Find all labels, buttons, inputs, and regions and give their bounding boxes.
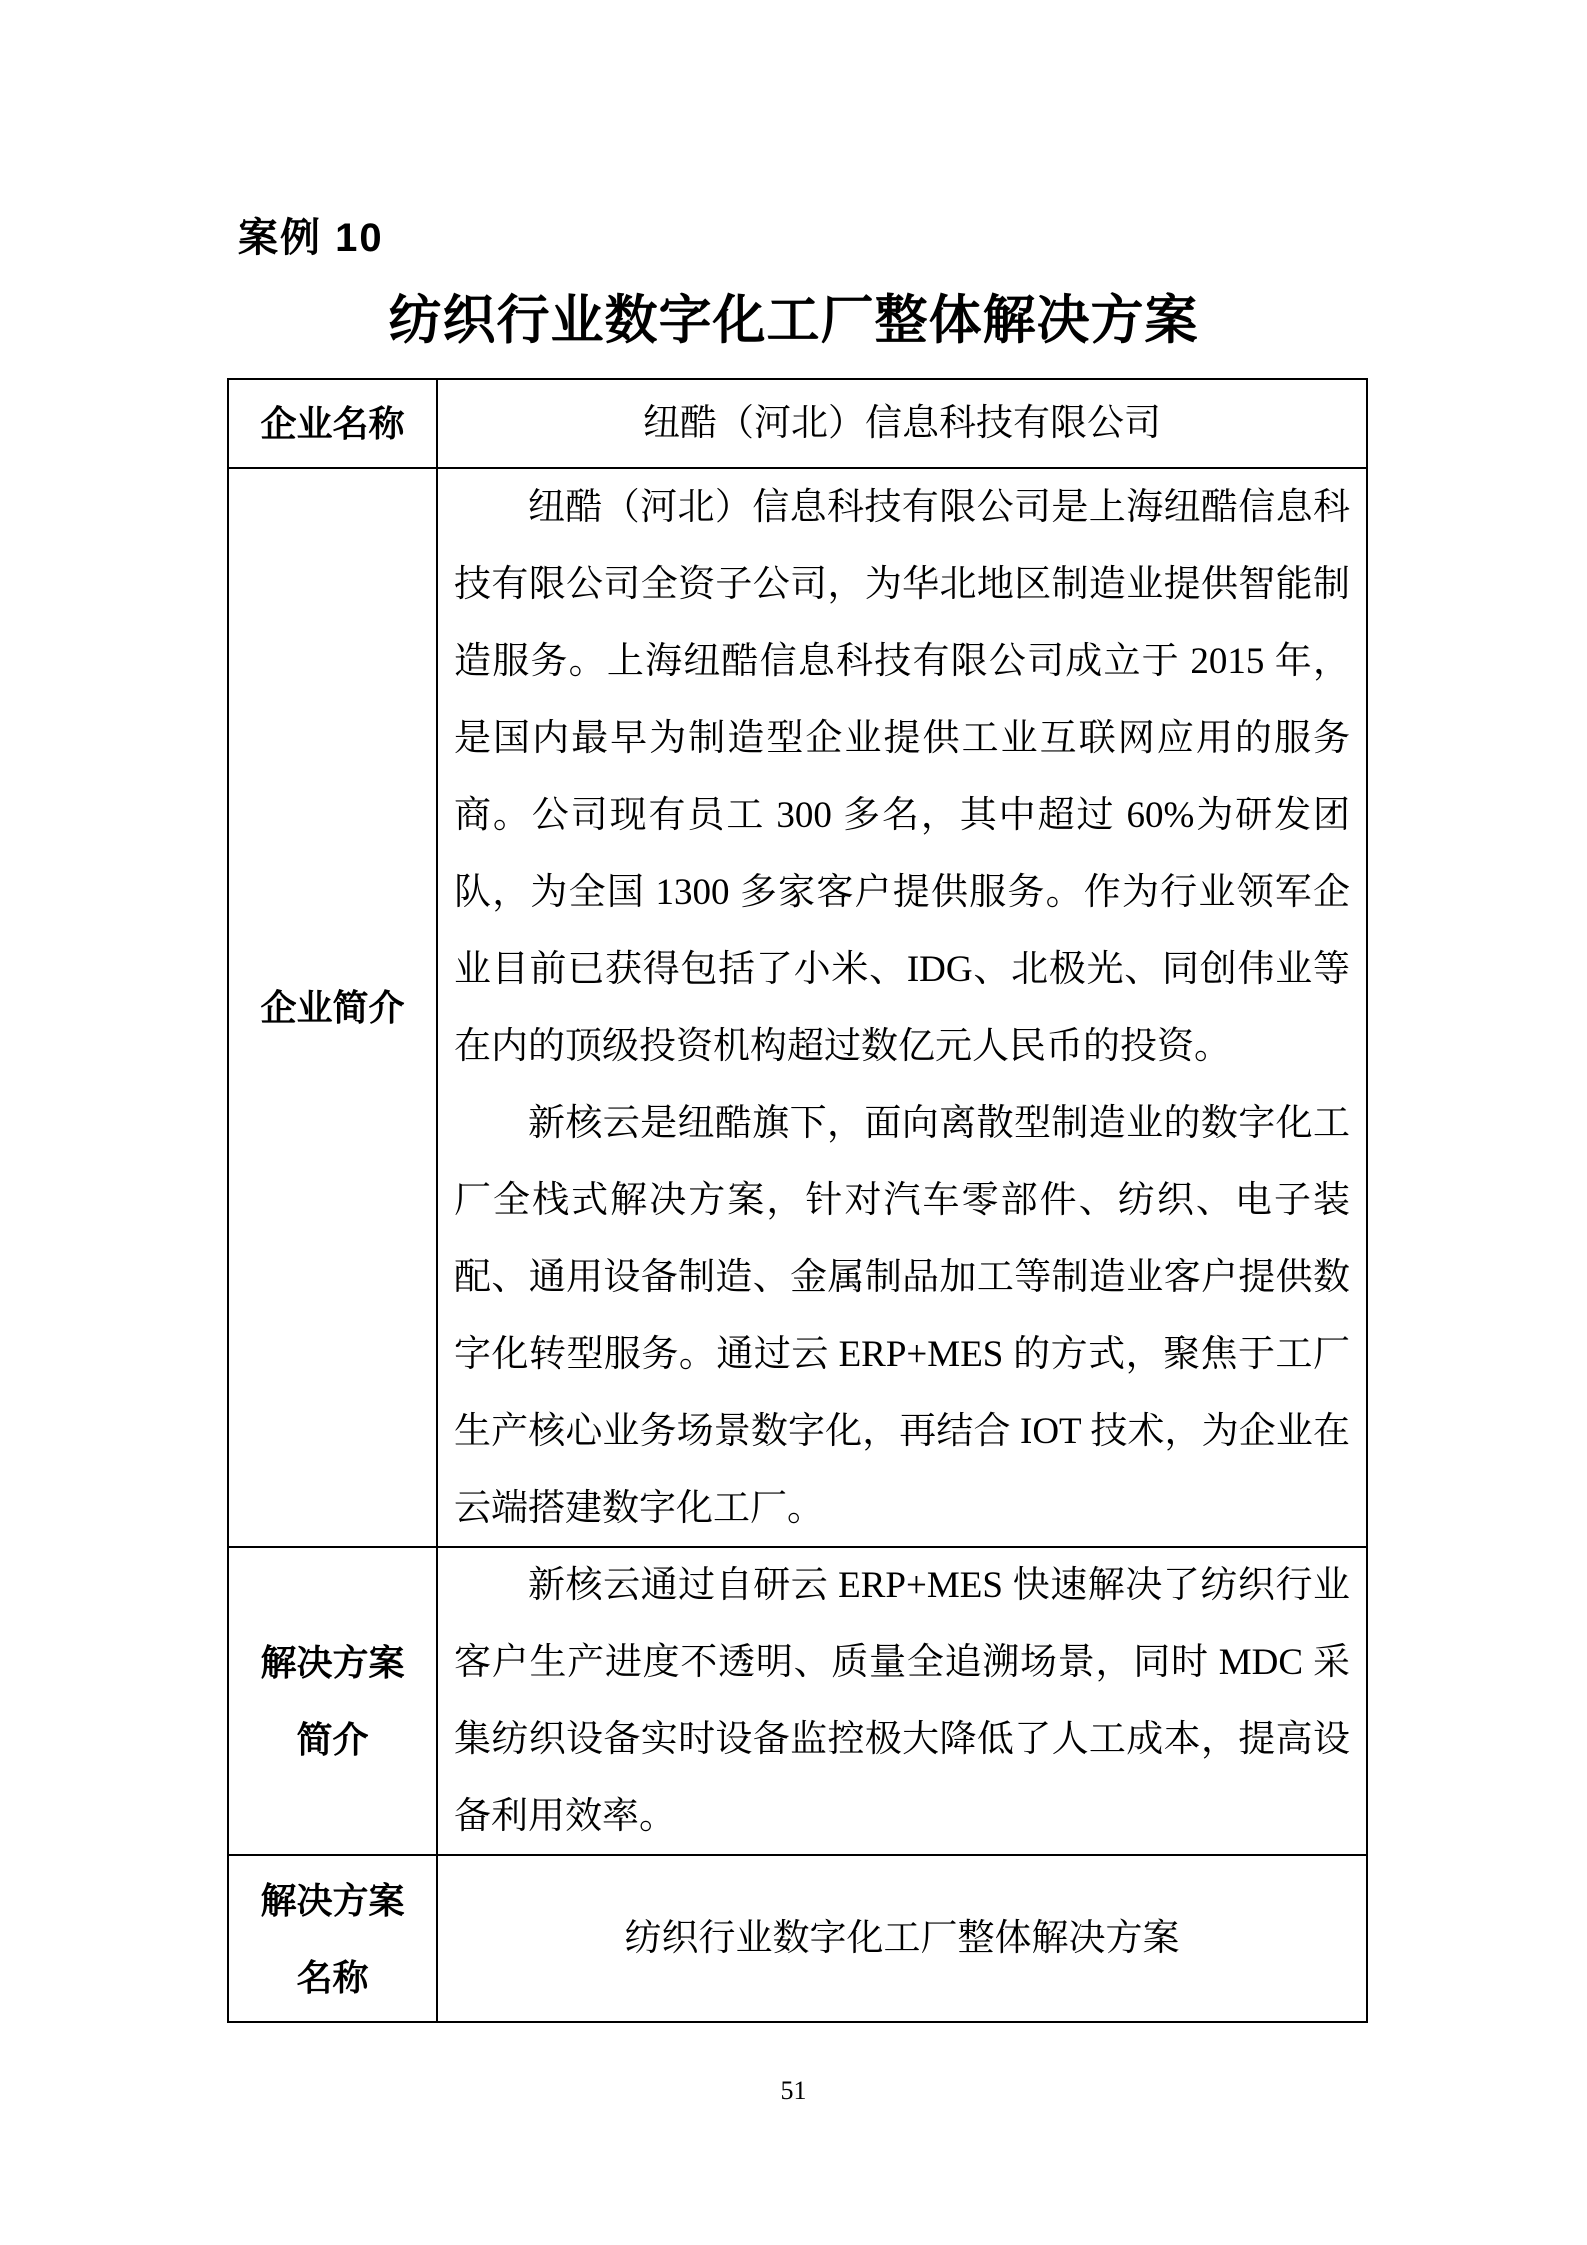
solution-name-value: 纺织行业数字化工厂整体解决方案 [437, 1855, 1367, 2022]
solution-info-table [227, 378, 1368, 2023]
solution-name-label [228, 1855, 437, 2022]
company-profile-value [437, 468, 1367, 1547]
table-row-solution-name [228, 1855, 1367, 2022]
case-label: 案例 10 [238, 216, 384, 260]
solution-name-label-line: 解决方案 [260, 1879, 405, 1921]
company-name-value: 纽酷（河北）信息科技有限公司 [437, 379, 1367, 468]
company-profile-paragraph: 纽酷（河北）信息科技有限公司是上海纽酷信息科技有限公司全资子公司，为华北地区制造业提供智能制造服务。上海纽酷信息科技有限公司成立于 2015 年，是国内最早为制造型企业提供工业互联网应用的服务商。公司现有员工 300 多名，其中超过 60%为研发团队，为全国 1300 多家客户提供服务。作为行业领军企业目前已获得包括了小米、IDG、北极光、同创伟业等在内的顶级投资机构超过数亿元人民币的投资。 [454, 486, 1350, 1067]
solution-intro-paragraph: 新核云通过自研云 ERP+MES 快速解决了纺织行业客户生产进度不透明、质量全追溯场景，同时 MDC 采集纺织设备实时设备监控极大降低了人工成本，提高设备利用效率。 [454, 1565, 1350, 1837]
solution-name-label-lines [229, 1862, 436, 2016]
table-row-solution-intro [228, 1547, 1367, 1855]
company-name-label: 企业名称 [228, 379, 437, 468]
page-number: 51 [780, 2076, 807, 2105]
solution-intro-text [438, 1548, 1366, 1854]
company-profile-text [438, 469, 1366, 1546]
page-title: 纺织行业数字化工厂整体解决方案 [388, 292, 1199, 350]
solution-intro-label-line: 简介 [296, 1719, 369, 1760]
solution-name-label-line: 名称 [296, 1956, 369, 1998]
table-row-company-profile [228, 468, 1367, 1547]
solution-intro-label-line: 解决方案 [260, 1642, 405, 1683]
solution-intro-label [228, 1547, 437, 1855]
table-row-company-name [228, 379, 1367, 468]
solution-intro-value [437, 1547, 1367, 1855]
company-profile-label: 企业简介 [228, 468, 437, 1547]
company-profile-paragraph: 新核云是纽酷旗下，面向离散型制造业的数字化工厂全栈式解决方案，针对汽车零部件、纺织、电子装配、通用设备制造、金属制品加工等制造业客户提供数字化转型服务。通过云 ERP+MES 的方式，聚焦于工厂生产核心业务场景数字化，再结合 IOT 技术，为企业在云端搭建数字化工厂。 [454, 1102, 1350, 1529]
solution-intro-label-lines [229, 1624, 436, 1778]
